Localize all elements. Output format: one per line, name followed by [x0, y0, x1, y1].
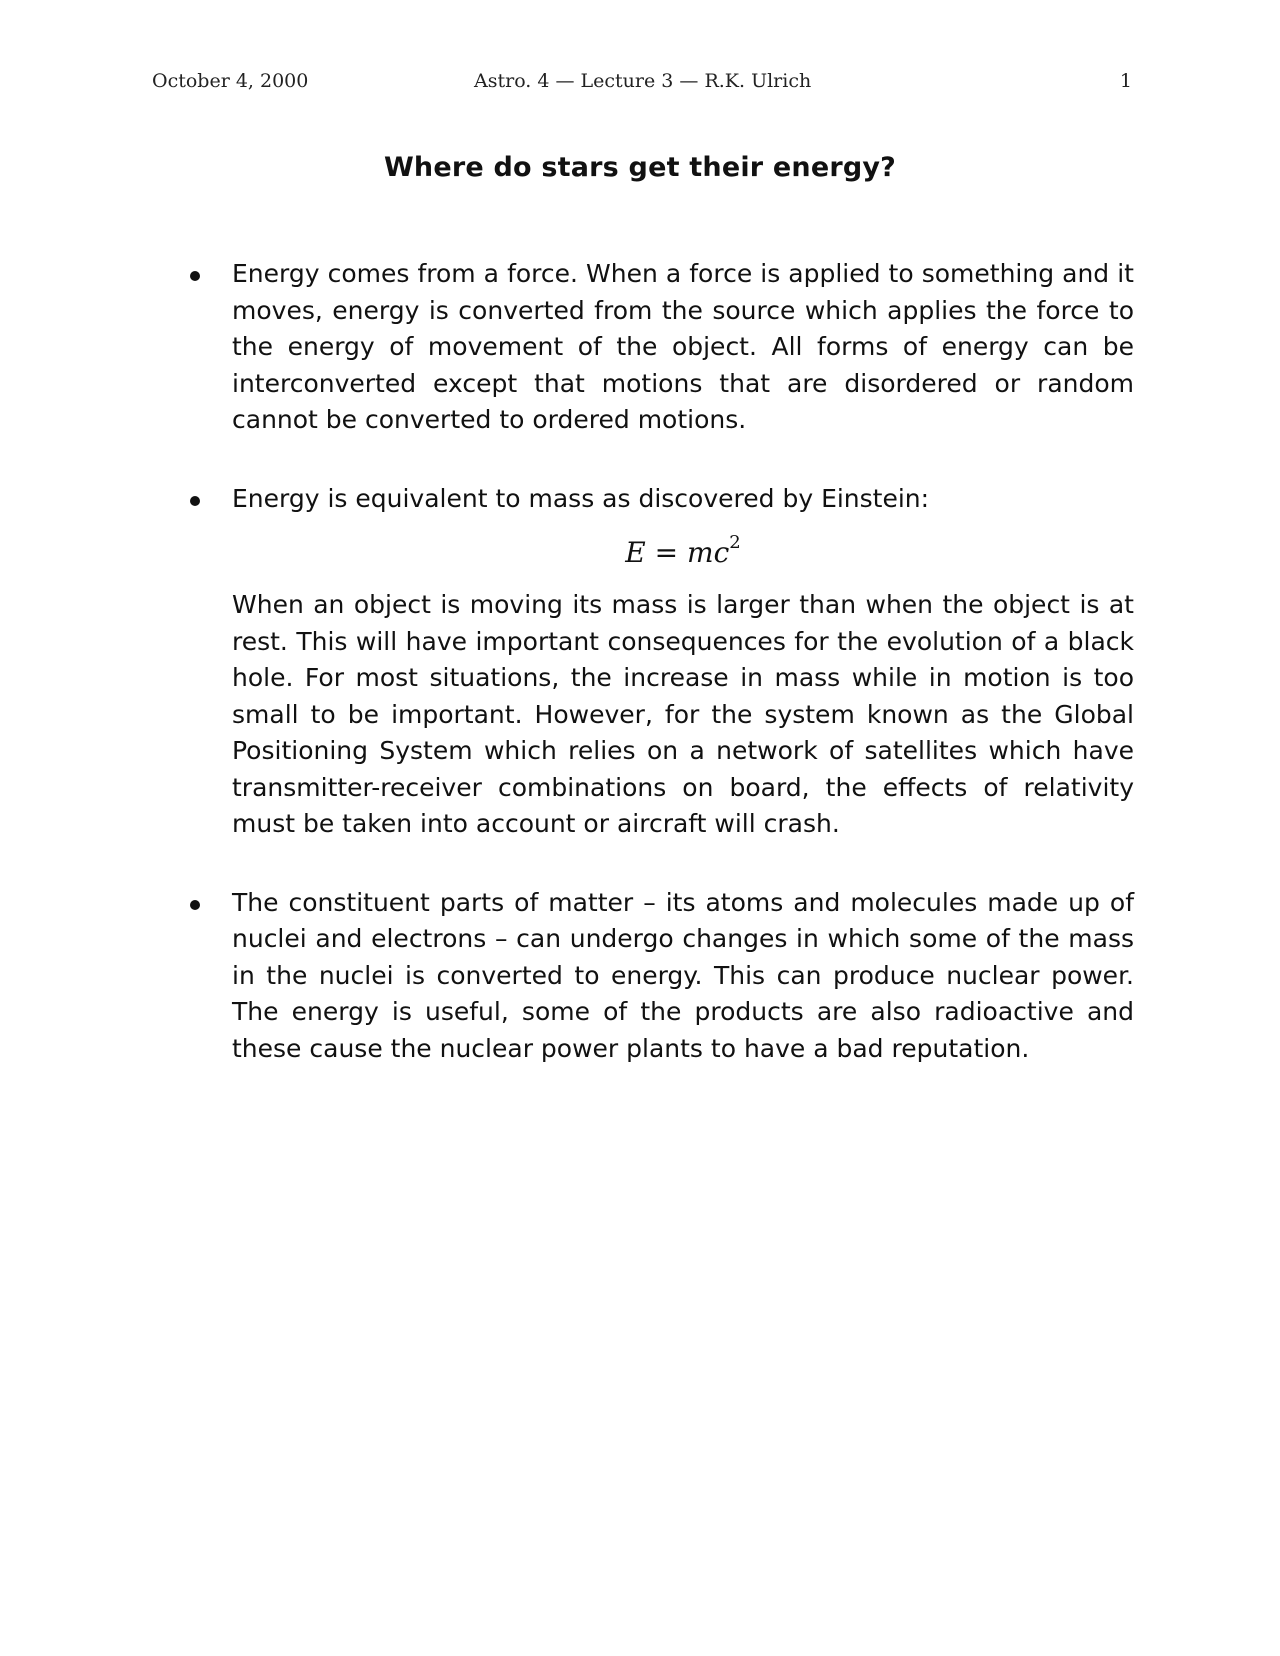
bullet-followup-text: When an object is moving its mass is larger than when the object is at rest. This will have important consequences for the evolution of a black hole. For most situations, the increase in mass while in motion is too small to be important. However, for the system known as the Global Positioning System which relies on a network of satellites which have transmitter-receiver combinations on board, the effects of relativity must be taken into account or aircraft will crash.: [232, 590, 1134, 838]
running-header: [152, 70, 1132, 96]
equation-equals-sign: =: [654, 536, 679, 569]
bullet-text: The constituent parts of matter – its atoms and molecules made up of nuclei and electrons – can undergo changes in which some of the mass in the nuclei is converted to energy. This can produce nuclear power. The energy is useful, some of the products are also radioactive and these cause the nuclear power plants to have a bad reputation.: [232, 887, 1134, 1063]
bullet-dot-icon: [190, 271, 200, 281]
equation-energy-symbol: E: [625, 536, 646, 569]
bullet-dot-icon: [190, 496, 200, 506]
header-course-info: Astro. 4 — Lecture 3 — R.K. Ulrich: [474, 70, 812, 92]
bullet-item-energy-force: [190, 256, 1134, 439]
einstein-equation: [232, 533, 1134, 573]
bullet-list: [190, 256, 1134, 1109]
equation-mass-symbol: m: [687, 536, 714, 569]
bullet-dot-icon: [190, 900, 200, 910]
page-number: 1: [1119, 70, 1132, 92]
header-date: October 4, 2000: [152, 70, 309, 92]
bullet-text: Energy comes from a force. When a force is applied to something and it moves, energy is converted from the source which applies the force to the energy of movement of the object. All forms of energy can be interconverted except that motions that are disordered or random cannot be converted to ordered motions.: [232, 259, 1134, 434]
page-title: Where do stars get their energy?: [383, 152, 897, 183]
bullet-text: Energy is equivalent to mass as discovered by Einstein:: [232, 483, 930, 513]
equation-lightspeed-symbol: c: [713, 536, 730, 569]
bullet-item-nuclear-power: [190, 885, 1134, 1068]
equation-exponent: 2: [729, 532, 741, 553]
bullet-item-mass-energy: [190, 481, 1134, 843]
